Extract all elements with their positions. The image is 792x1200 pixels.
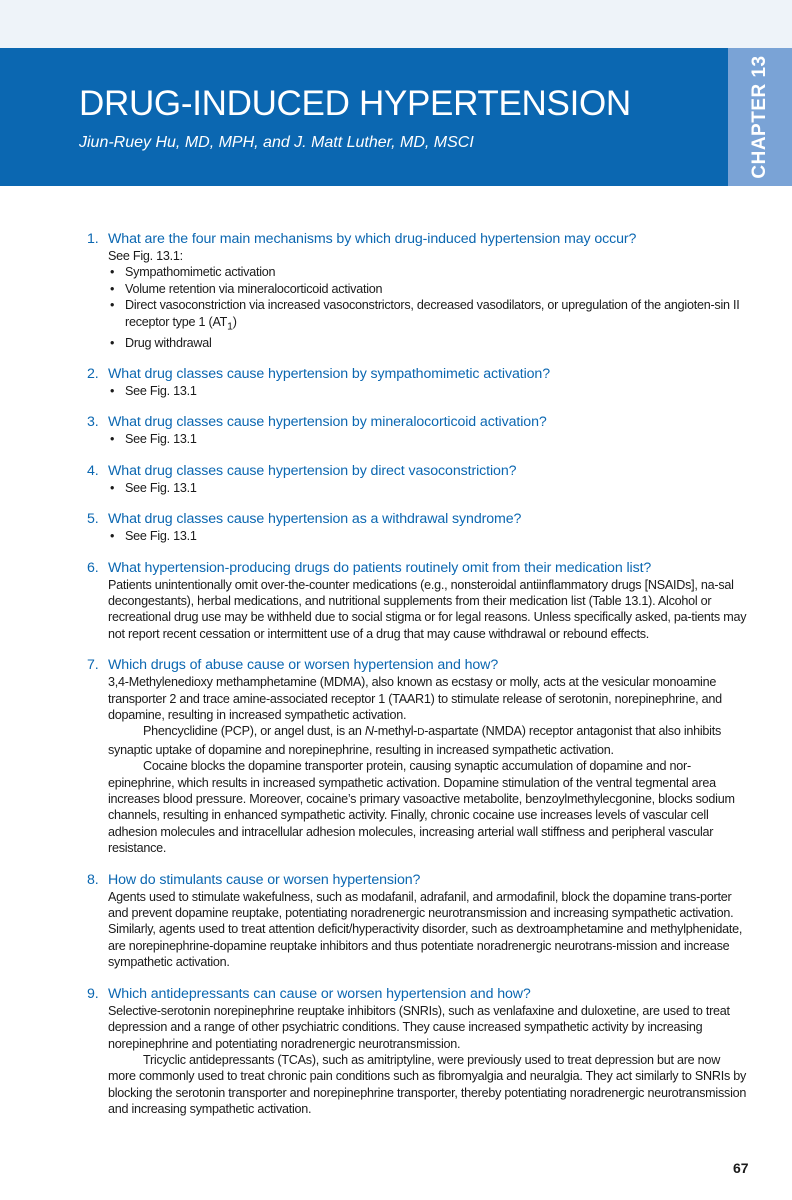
bullet-list xyxy=(108,480,749,496)
question-item xyxy=(87,559,749,643)
bullet-item: • See Fig. 13.1 xyxy=(108,480,749,496)
answer xyxy=(87,889,749,971)
question-number: 9. xyxy=(87,985,99,1002)
answer-paragraph: Cocaine blocks the dopamine transporter protein, causing synaptic accumulation of dopamine and nor-epinephrine, which results in increased sympathetic activation. Dopamine stimulation of the ventral tegmental area increases blood pressure. Moreover, cocaine’s primary vasoactive metabolite, benzoylmethylecgonine, blocks sodium channels, resulting in enhanced sympathetic activity. Finally, chronic cocaine use increases levels of vascular cell adhesion molecules and intracellular adhesion molecules, increasing arterial wall stiffness and peripheral vascular resistance. xyxy=(108,759,735,856)
question-text: Which antidepressants can cause or worsen hypertension and how? xyxy=(108,985,531,1002)
chapter-number-label: CHAPTER 13 xyxy=(749,55,770,179)
bullet-item: • Drug withdrawal xyxy=(108,335,749,351)
question-item xyxy=(87,365,749,399)
bullet-item: • See Fig. 13.1 xyxy=(108,431,749,447)
question-number: 8. xyxy=(87,871,99,888)
question-list xyxy=(87,230,749,1132)
answer-paragraph: Tricyclic antidepressants (TCAs), such as amitriptyline, were previously used to treat depression but are now more commonly used to treat chronic pain conditions such as fibromyalgia and neuralgia. They act similarly to SNRIs by blocking the serotonin transporter and norepinephrine transporter, thereby potentiating noradrenergic neurotransmission and increasing sympathetic activation. xyxy=(108,1052,747,1117)
question-item xyxy=(87,656,749,856)
answer-paragraph-pcp xyxy=(108,723,749,758)
question-heading xyxy=(87,365,749,383)
answer-paragraph: Patients unintentionally omit over-the-counter medications (e.g., nonsteroidal antiinflammatory drugs [NSAIDs], na-sal decongestants), herbal medications, and nutritional supplements from their medication list (Table 13.1). Alcohol or recreational drug use may be withheld due to social stigma or for legal reasons. Unless specifically asked, pa-tients may not report recent cessation or intermittent use of a drug that may cause withdrawal or rebound effects. xyxy=(108,577,747,641)
bullet-list xyxy=(108,383,749,399)
answer-paragraph: 3,4-Methylenedioxy methamphetamine (MDMA), also known as ecstasy or molly, acts at the vesicular monoamine transporter 2 and trace amine-associated receptor 1 (TAAR1) to stimulate release of serotonin, norepinephrine, and dopamine, resulting in increased sympathetic activation. xyxy=(108,675,722,723)
text-run: -methyl- xyxy=(373,724,418,739)
bullet-item: • Sympathomimetic activation xyxy=(108,264,749,280)
italic-run: N xyxy=(364,724,374,739)
question-text: What drug classes cause hypertension as a withdrawal syndrome? xyxy=(108,511,522,528)
question-item xyxy=(87,985,749,1118)
answer-paragraph: Selective-serotonin norepinephrine reuptake inhibitors (SNRIs), such as venlafaxine and duloxetine, are used to treat depression and a range of other psychiatric conditions. They cause increased sympathetic activity by increasing norepinephrine and potentiating noradrenergic neurotransmission. xyxy=(108,1003,730,1051)
bullet-text: Direct vasoconstriction via increased vasoconstrictors, decreased vasodilators, or upregulation of the angioten-sin II receptor type 1 (AT xyxy=(125,298,740,329)
question-text: How do stimulants cause or worsen hypertension? xyxy=(108,871,421,888)
answer xyxy=(87,674,749,856)
answer xyxy=(87,431,749,447)
question-heading xyxy=(87,462,749,480)
question-text: Which drugs of abuse cause or worsen hypertension and how? xyxy=(108,657,499,674)
top-margin-strip xyxy=(0,0,792,48)
answer-intro: See Fig. 13.1: xyxy=(108,249,183,263)
question-heading xyxy=(87,985,749,1003)
answer xyxy=(87,1003,749,1118)
bullet-item: • See Fig. 13.1 xyxy=(108,528,749,544)
question-heading xyxy=(87,871,749,889)
question-number: 6. xyxy=(87,559,99,576)
bullet-item: • Volume retention via mineralocorticoid activation xyxy=(108,281,749,297)
bullet-suffix: ) xyxy=(232,314,237,329)
answer xyxy=(87,480,749,496)
bullet-list xyxy=(108,528,749,544)
chapter-authors: Jiun-Ruey Hu, MD, MPH, and J. Matt Luther, MD, MSCI xyxy=(79,134,474,151)
answer xyxy=(87,248,749,351)
question-item xyxy=(87,413,749,447)
question-number: 7. xyxy=(87,657,99,674)
text-run: -aspartate (NMDA) receptor antagonist that also inhibits synaptic uptake of dopamine and norepinephrine, resulting in increased sympathetic activation. xyxy=(108,724,722,757)
bullet-list xyxy=(108,264,749,351)
question-text: What drug classes cause hypertension by sympathomimetic activation? xyxy=(108,365,550,382)
question-text: What hypertension-producing drugs do patients routinely omit from their medication list? xyxy=(108,559,652,576)
question-number: 5. xyxy=(87,511,99,528)
question-text: What drug classes cause hypertension by mineralocorticoid activation? xyxy=(108,414,547,431)
question-item xyxy=(87,871,749,971)
question-item xyxy=(87,230,749,351)
question-text: What drug classes cause hypertension by direct vasoconstriction? xyxy=(108,462,517,479)
question-number: 3. xyxy=(87,414,99,431)
answer xyxy=(87,383,749,399)
question-number: 4. xyxy=(87,462,99,479)
answer-paragraph: Agents used to stimulate wakefulness, such as modafanil, adrafanil, and armodafinil, block the dopamine trans-porter and prevent dopamine reuptake, potentiating noradrenergic neurotransmission and increasing sympathetic activation. Similarly, agents used to treat attention deficit/hyperactivity disorder, such as dextroamphetamine and methylphenidate, are norepinephrine-dopamine reuptake inhibitors and thus potentiate noradrenergic neurotrans-mission and increase sympathetic activation. xyxy=(108,889,743,970)
question-heading xyxy=(87,559,749,577)
answer xyxy=(87,577,749,643)
question-heading xyxy=(87,656,749,674)
question-heading xyxy=(87,413,749,431)
bullet-item: • See Fig. 13.1 xyxy=(108,383,749,399)
answer xyxy=(87,528,749,544)
small-caps-run: D xyxy=(417,727,425,739)
question-heading xyxy=(87,510,749,528)
text-run: Phencyclidine (PCP), or angel dust, is an xyxy=(143,724,365,739)
subscript: 1 xyxy=(227,320,233,333)
chapter-title: DRUG-INDUCED HYPERTENSION xyxy=(79,84,631,123)
question-item xyxy=(87,462,749,496)
bullet-item xyxy=(108,297,749,334)
question-heading xyxy=(87,230,749,248)
question-number: 2. xyxy=(87,365,99,382)
bullet-list xyxy=(108,431,749,447)
page-number: 67 xyxy=(733,1160,749,1176)
question-number: 1. xyxy=(87,231,99,247)
question-item xyxy=(87,510,749,544)
question-text: What are the four main mechanisms by which drug-induced hypertension may occur? xyxy=(108,231,637,247)
